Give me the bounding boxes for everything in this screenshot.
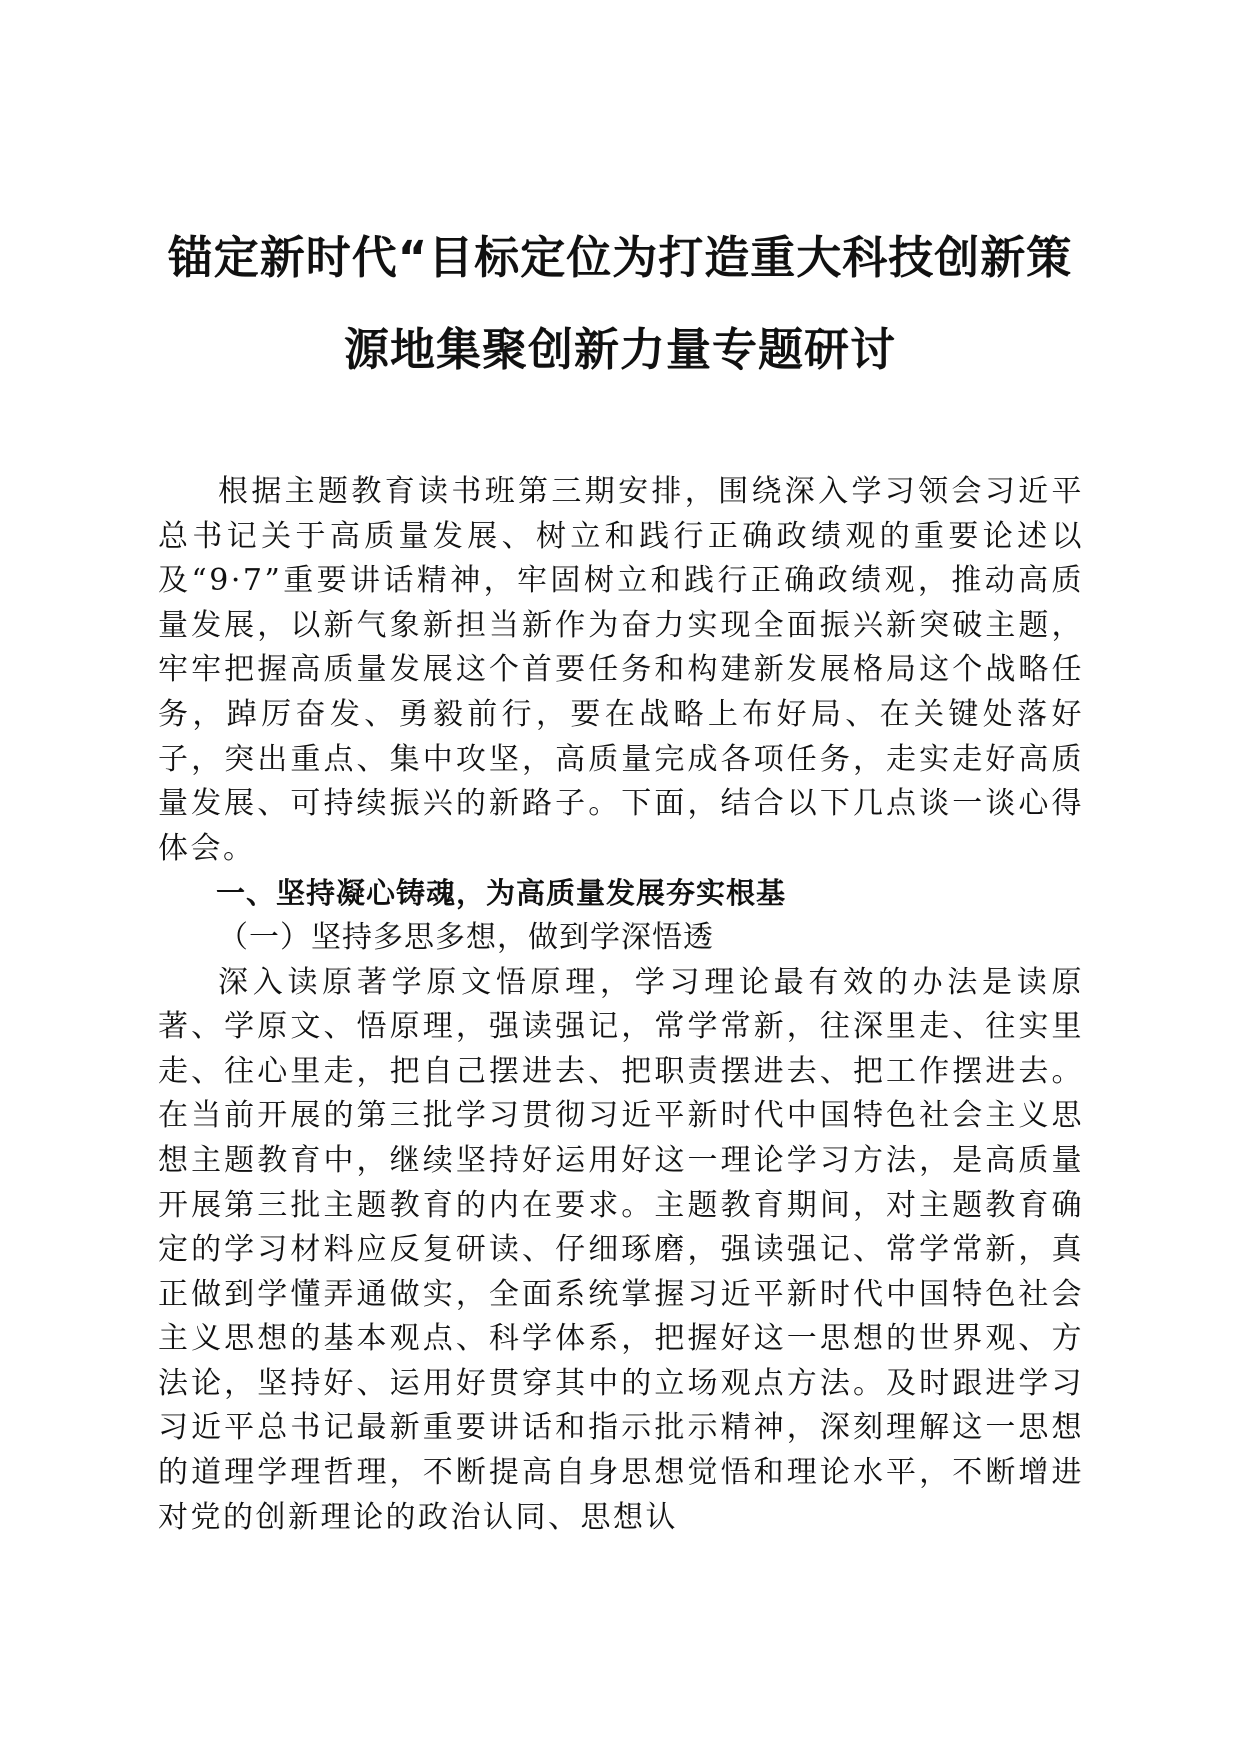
document-title-line-1: 锚定新时代“目标定位为打造重大科技创新策	[167, 231, 1073, 284]
section-heading: 一、坚持凝心铸魂，为高质量发展夯实根基	[216, 876, 787, 911]
subsection-heading: （一）坚持多思多想，做到学深悟透	[218, 919, 714, 955]
intro-paragraph: 根据主题教育读书班第三期安排，围绕深入学习领会习近平总书记关于高质量发展、树立和践行正确政绩观的重要论述以及“9·7”重要讲话精神，牢固树立和践行正确政绩观，推动高质量发展，以新气象新担当新作为奋力实现全面振兴新突破主题，牢牢把握高质量发展这个首要任务和构建新发展格局这个战略任务，踔厉奋发、勇毅前行，要在战略上布好局、在关键处落好子，突出重点、集中攻坚，高质量完成各项任务，走实走好高质量发展、可持续振兴的新路子。下面，结合以下几点谈一谈心得体会。	[158, 474, 1084, 866]
document-body	[158, 470, 1084, 1540]
body-paragraph: 深入读原著学原文悟原理，学习理论最有效的办法是读原著、学原文、悟原理，强读强记，常学常新，往深里走、往实里走、往心里走，把自己摆进去、把职责摆进去、把工作摆进去。在当前开展的第三批学习贯彻习近平新时代中国特色社会主义思想主题教育中，继续坚持好运用好这一理论学习方法，是高质量开展第三批主题教育的内在要求。主题教育期间，对主题教育确定的学习材料应反复研读、仔细琢磨，强读强记、常学常新，真正做到学懂弄通做实，全面系统掌握习近平新时代中国特色社会主义思想的基本观点、科学体系，把握好这一思想的世界观、方法论，坚持好、运用好贯穿其中的立场观点方法。及时跟进学习习近平总书记最新重要讲话和指示批示精神，深刻理解这一思想的道理学理哲理，不断提高自身思想觉悟和理论水平，不断增进对党的创新理论的政治认同、思想认	[158, 964, 1084, 1535]
document-title-line-2: 源地集聚创新力量专题研讨	[343, 323, 896, 376]
